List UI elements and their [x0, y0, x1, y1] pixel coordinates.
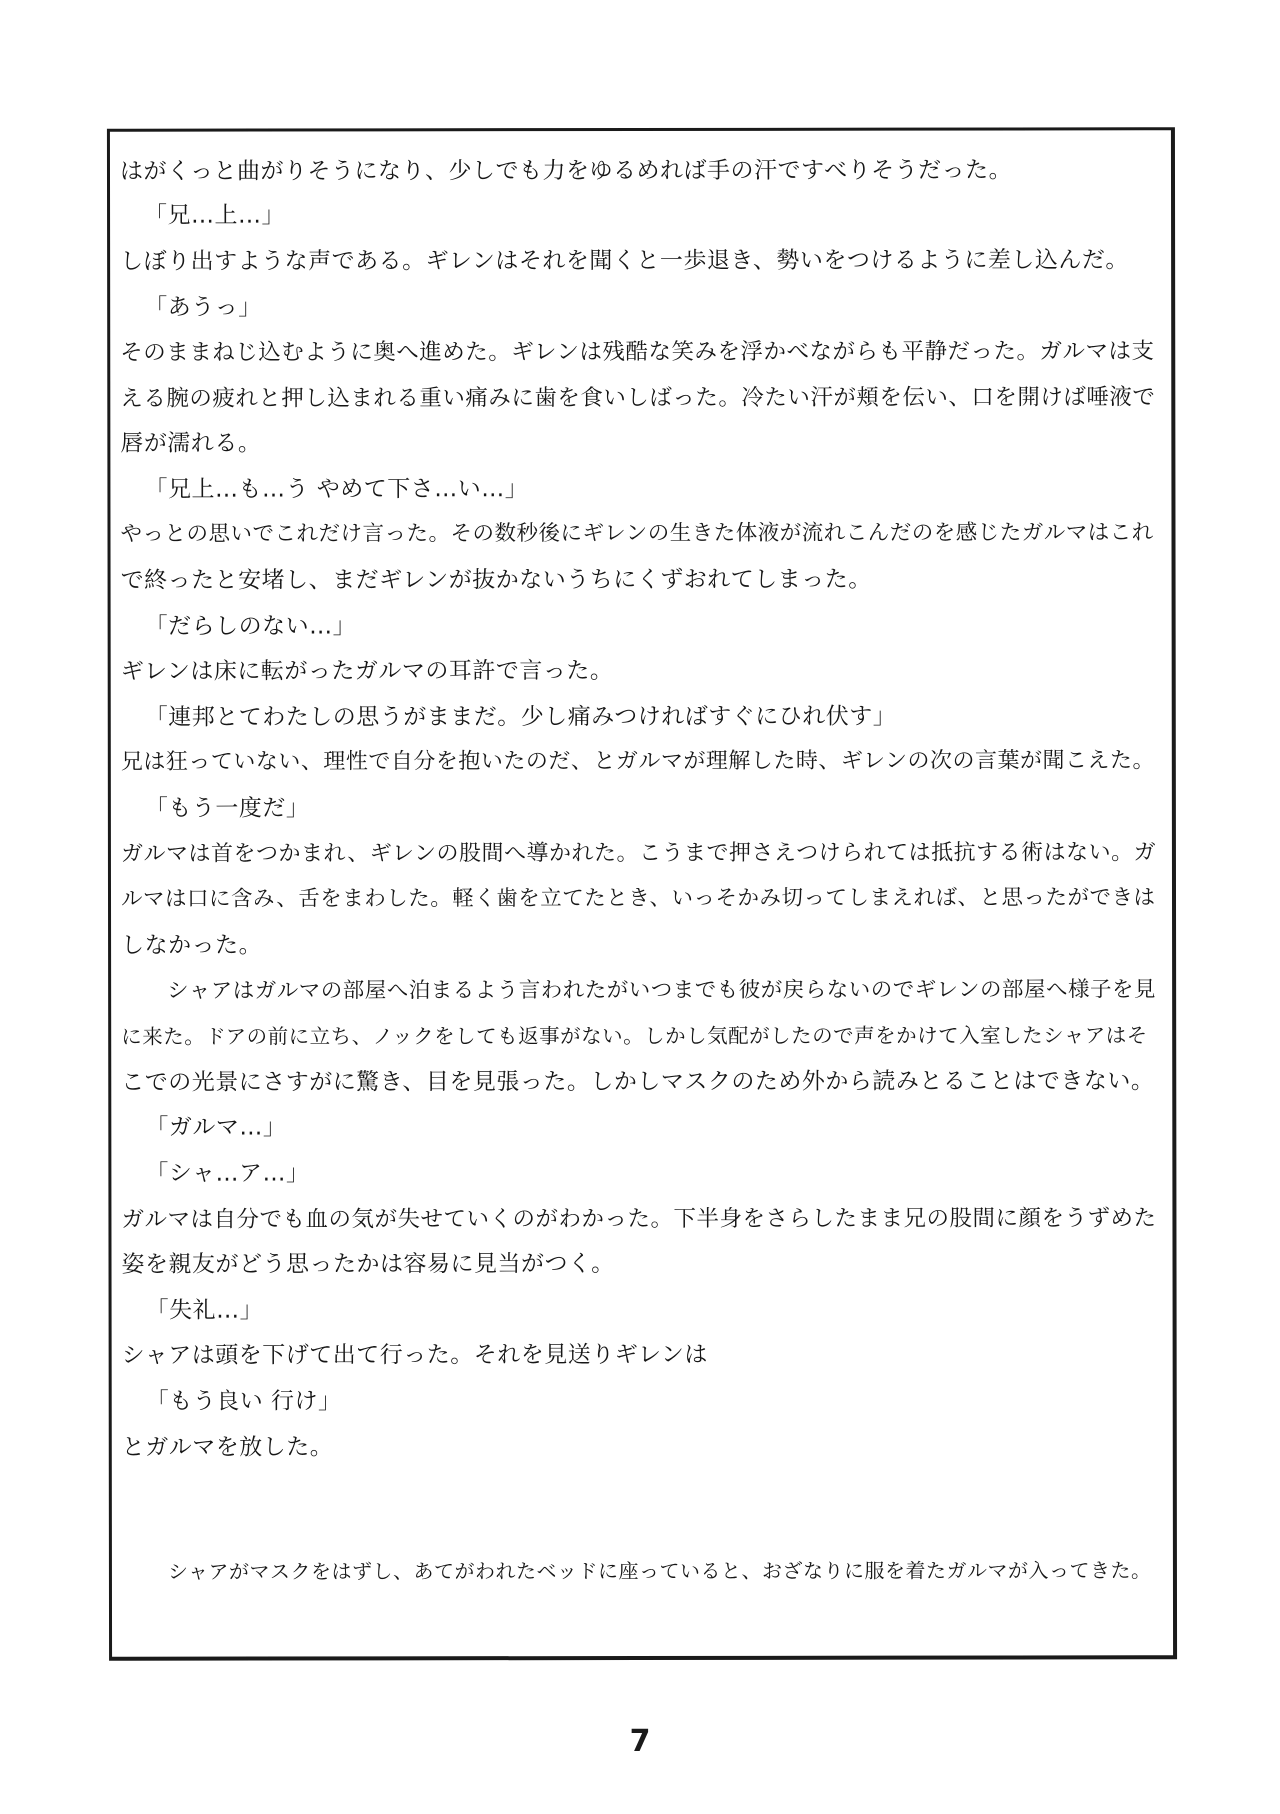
text-line: に来た。ドアの前に立ち、ノックをしても返事がない。しかし気配がしたので声をかけて入室したシャアはそ [121, 1023, 1148, 1049]
text-line: そのままねじ込むように奥へ進めた。ギレンは残酷な笑みを浮かべながらも平静だった。ガルマは支 [120, 338, 1155, 366]
dialogue-line: 「もう一度だ」 [144, 795, 310, 822]
text-line: 姿を親友がどう思ったかは容易に見当がつく。 [121, 1251, 615, 1278]
dialogue-line: 「兄上…も…う やめて下さ…い…」 [144, 476, 529, 503]
text-line: で終ったと安堵し、まだギレンが抜かないうちにくずおれてしまった。 [120, 566, 872, 594]
text-line: しなかった。 [121, 932, 263, 959]
text-line: ルマは口に含み、舌をまわした。軽く歯を立てたとき、いっそかみ切ってしまえれば、と思ったができは [120, 885, 1156, 912]
dialogue-line: 「兄…上…」 [144, 202, 286, 229]
text-line: こでの光景にさすがに驚き、目を見張った。しかしマスクのため外から読みとることはできない。 [121, 1068, 1155, 1096]
dialogue-line: 「シャ…ア…」 [145, 1160, 310, 1187]
text-line: はがくっと曲がりそうになり、少しでも力をゆるめれば手の汗ですべりそうだった。 [119, 157, 1013, 185]
text-line: える腕の疲れと押し込まれる重い痛みに歯を食いしばった。冷たい汗が頬を伝い、口を開けば唾液で [120, 384, 1156, 412]
dialogue-line: 「失礼…」 [145, 1297, 264, 1324]
text-line: やっとの思いでこれだけ言った。その数秒後にギレンの生きた体液が流れこんだのを感じたガルマはこれ [120, 520, 1154, 547]
dialogue-line: 「だらしのない…」 [144, 613, 357, 640]
dialogue-line: 「連邦とてわたしの思うがままだ。少し痛みつければすぐにひれ伏す」 [144, 703, 897, 731]
text-line: 唇が濡れる。 [120, 430, 262, 457]
text-frame [107, 127, 1177, 1660]
text-line: とガルマを放した。 [121, 1434, 334, 1461]
dialogue-line: 「ガルマ…」 [145, 1114, 287, 1141]
text-line: シャアはガルマの部屋へ泊まるよう言われたがいつまでも彼が戻らないのでギレンの部屋へ様子を見 [167, 977, 1156, 1004]
body-text [119, 150, 1166, 1584]
dialogue-line: 「もう良い 行け」 [145, 1388, 342, 1415]
text-line: シャアがマスクをはずし、あてがわれたベッドに座っていると、おざなりに服を着たガルマが入ってきた。 [167, 1558, 1152, 1584]
dialogue-line: 「あうっ」 [144, 294, 262, 321]
text-line: ガルマは首をつかまれ、ギレンの股間へ導かれた。こうまで押さえつけられては抵抗する術はない。ガ [120, 840, 1157, 867]
text-line: シャアは頭を下げて出て行った。それを見送りギレンは [121, 1341, 708, 1369]
text-line: 兄は狂っていない、理性で自分を抱いたのだ、とガルマが理解した時、ギレンの次の言葉が聞こえた。 [120, 748, 1156, 775]
text-line: ギレンは床に転がったガルマの耳許で言った。 [120, 658, 614, 685]
text-line: しぼり出すような声である。ギレンはそれを聞くと一歩退き、勢いをつけるように差し込んだ。 [120, 247, 1129, 275]
text-line: ガルマは自分でも血の気が失せていくのがわかった。下半身をさらしたまま兄の股間に顔をうずめた [121, 1205, 1157, 1233]
page-number: 7 [629, 1724, 651, 1759]
